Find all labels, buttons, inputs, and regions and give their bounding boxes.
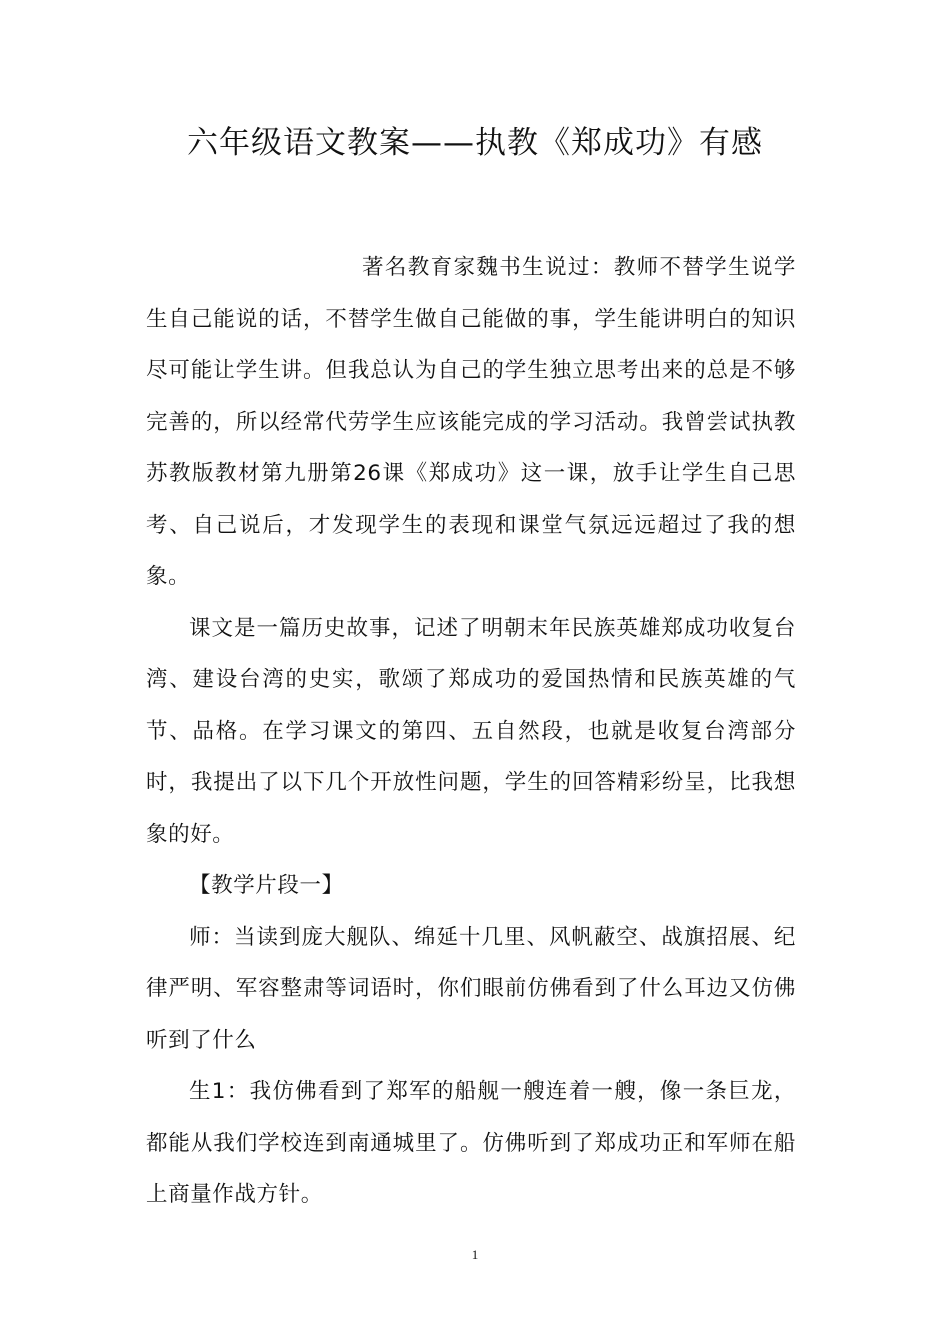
paragraph-teacher-question: 师：当读到庞大舰队、绵延十几里、风帆蔽空、战旗招展、纪律严明、军容整肃等词语时，你们眼前仿佛看到了什么耳边又仿佛听到了什么 xyxy=(146,924,796,1053)
paragraph-teaching-segment-heading: 【教学片段一】 xyxy=(189,873,344,898)
paragraph-intro: 著名教育家魏书生说过：教师不替学生说学生自己能说的话，不替学生做自己能做的事，学生能讲明白的知识尽可能让学生讲。但我总认为自己的学生独立思考出来的总是不够完善的，所以经常代劳学生应该能完成的学习活动。我曾尝试执教苏教版教材第九册第26课《郑成功》这一课，放手让学生自己思考、自己说后，才发现学生的表现和课堂气氛远远超过了我的想象。 xyxy=(146,255,796,589)
paragraph-student-answer: 生1：我仿佛看到了郑军的船舰一艘连着一艘，像一条巨龙，都能从我们学校连到南通城里了。仿佛听到了郑成功正和军师在船上商量作战方针。 xyxy=(146,1079,796,1207)
document-body xyxy=(146,242,796,1221)
page-number: 1 xyxy=(471,1247,479,1262)
document-title: 六年级语文教案——执教《郑成功》有感 xyxy=(187,125,763,161)
paragraph-lesson-summary: 课文是一篇历史故事，记述了明朝末年民族英雄郑成功收复台湾、建设台湾的史实，歌颂了郑成功的爱国热情和民族英雄的气节、品格。在学习课文的第四、五自然段，也就是收复台湾部分时，我提出了以下几个开放性问题，学生的回答精彩纷呈，比我想象的好。 xyxy=(146,615,796,847)
